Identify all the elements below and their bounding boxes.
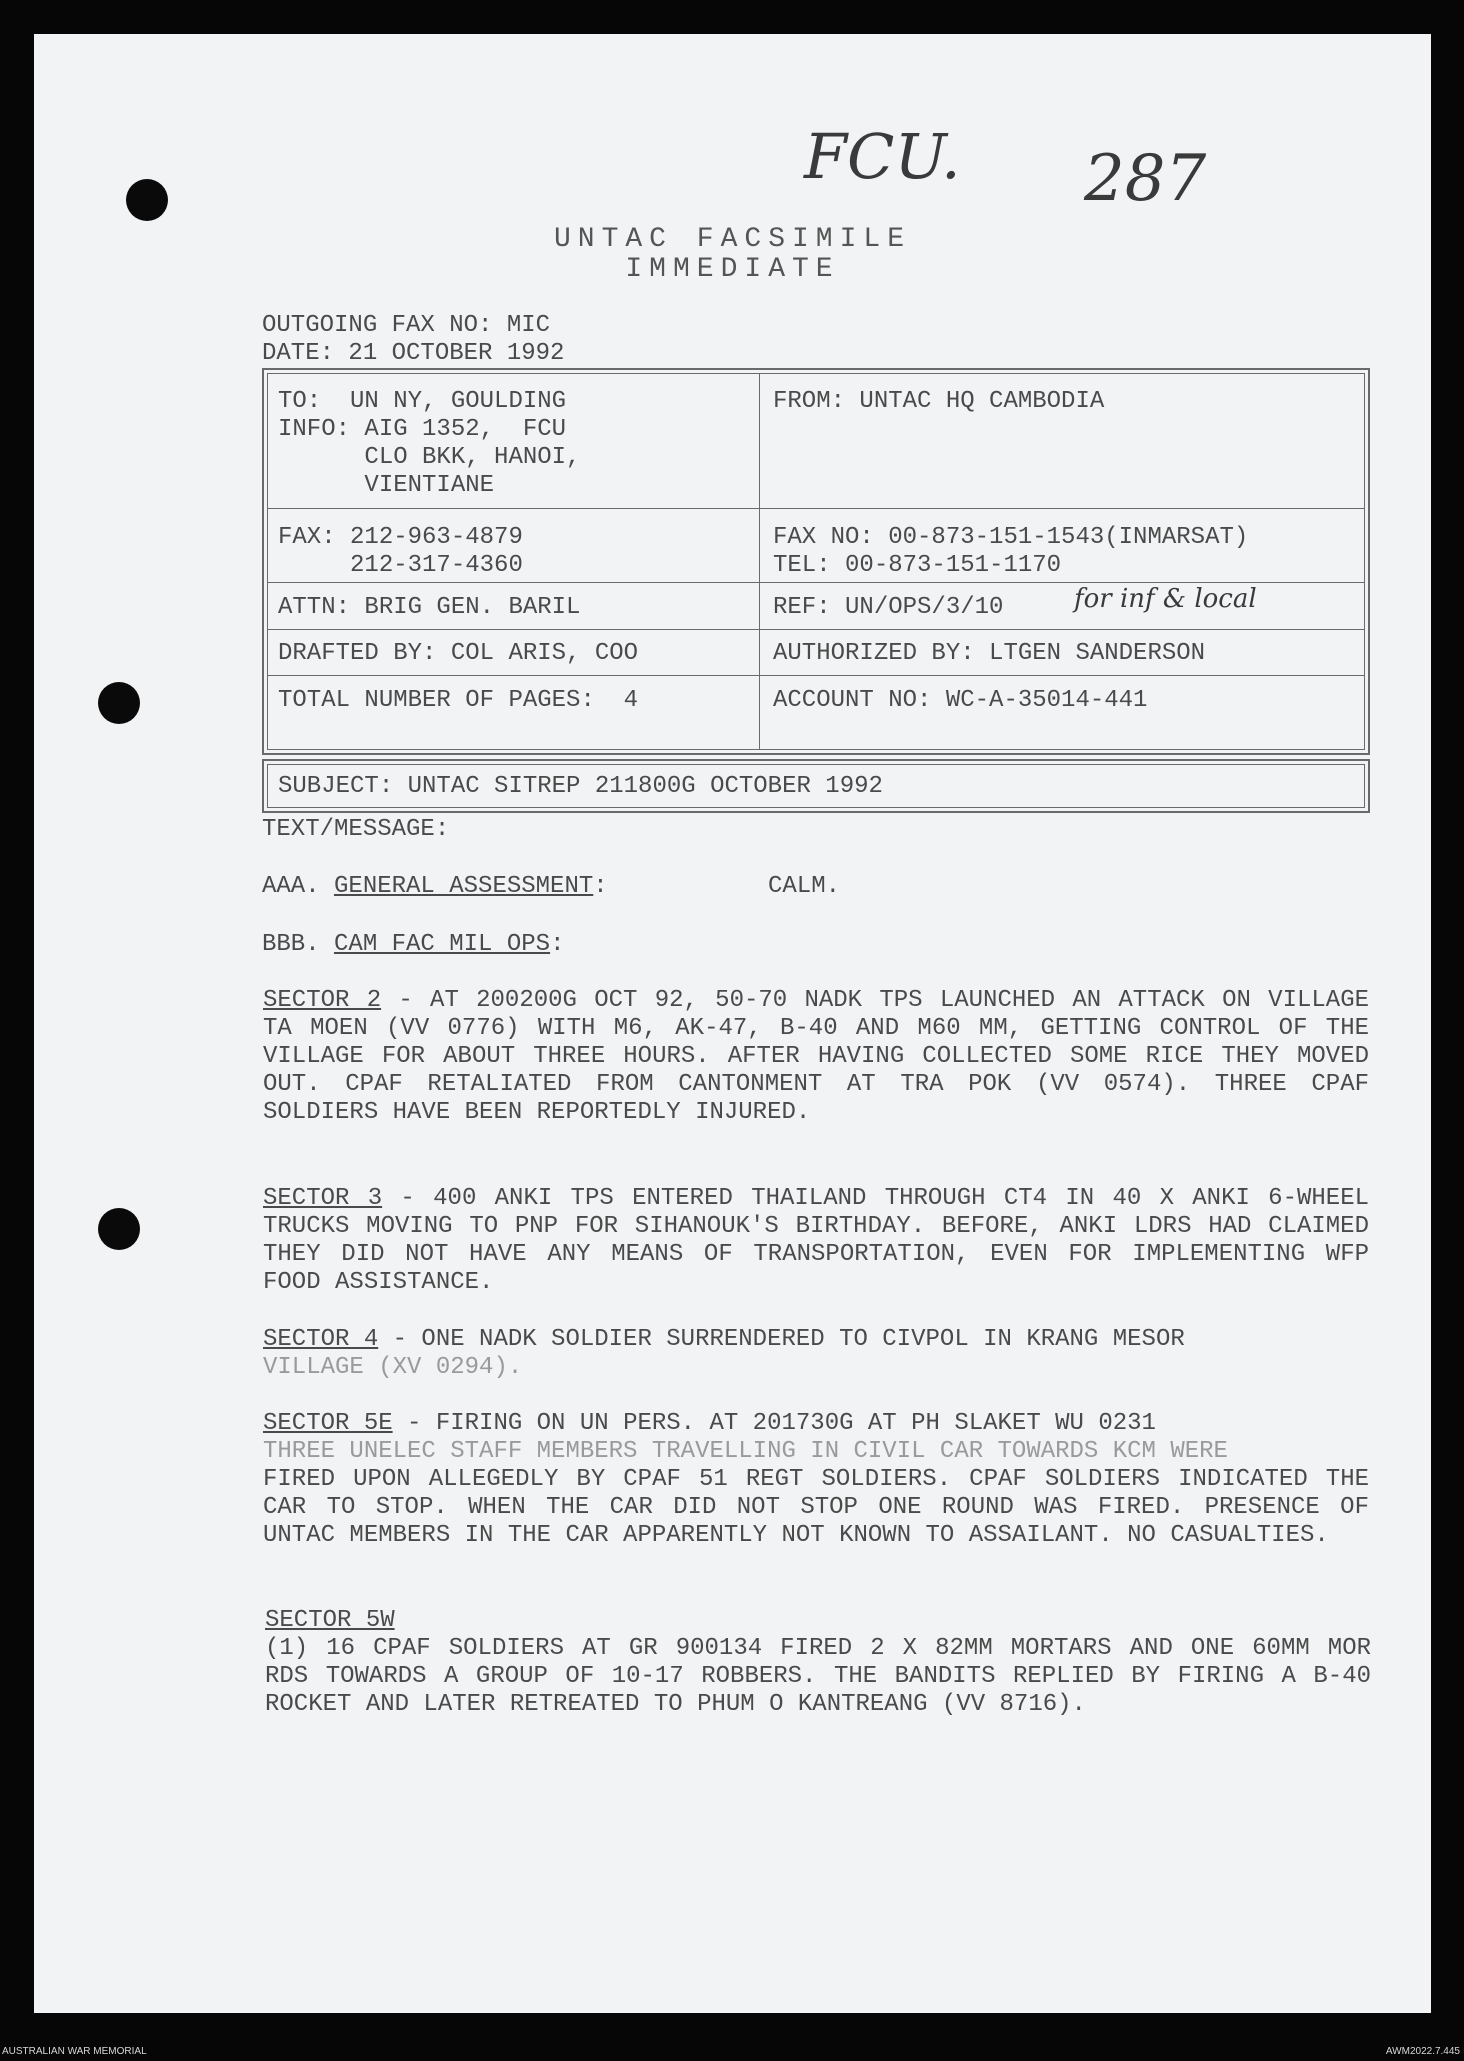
sector-5e-paragraph-3: FIRED UPON ALLEGEDLY BY CPAF 51 REGT SOLDIERS. CPAF SOLDIERS INDICATED THE CAR TO STOP. WHEN THE CAR DID NOT STOP ONE ROUND WAS FIRED. PRESENCE OF UNTAC MEMBERS IN THE CAR APPARENTLY NOT KNOWN TO ASSAILANT. NO CASUALTIES. bbox=[263, 1466, 1369, 1549]
sector-2-paragraph: SECTOR 2 - AT 200200G OCT 92, 50-70 NADK TPS LAUNCHED AN ATTACK ON VILLAGE TA MOEN (VV 0776) WITH M6, AK-47, B-40 AND M60 MM, GETTING CONTROL OF THE VILLAGE FOR ABOUT THREE HOURS. AFTER HAVING COLLECTED SOME RICE THEY MOVED OUT. CPAF RETALIATED FROM CANTONMENT AT TRA POK (VV 0574). THREE CPAF SOLDIERS HAVE BEEN REPORTEDLY INJURED. bbox=[263, 987, 1369, 1126]
attention: ATTN: BRIG GEN. BARIL bbox=[278, 594, 581, 621]
sector-4-label: SECTOR 4 bbox=[263, 1326, 379, 1353]
fax-priority: IMMEDIATE bbox=[625, 254, 840, 285]
aaa-general-assessment: AAA. GENERAL ASSESSMENT: bbox=[262, 873, 608, 900]
recipient-fax-2: 212-317-4360 bbox=[278, 552, 523, 579]
fax-page bbox=[34, 34, 1431, 2013]
sector-4-paragraph: SECTOR 4 - ONE NADK SOLDIER SURRENDERED TO CIVPOL IN KRANG MESOR bbox=[263, 1326, 1185, 1353]
total-pages: TOTAL NUMBER OF PAGES: 4 bbox=[278, 687, 639, 714]
sector-3-label: SECTOR 3 bbox=[263, 1185, 383, 1212]
sender-tel: TEL: 00-873-151-1170 bbox=[773, 552, 1062, 579]
sector-5e-paragraph-2: THREE UNELEC STAFF MEMBERS TRAVELLING IN CIVIL CAR TOWARDS KCM WERE bbox=[263, 1438, 1228, 1465]
aaa-heading: GENERAL ASSESSMENT bbox=[334, 873, 594, 900]
subject-line: SUBJECT: UNTAC SITREP 211800G OCTOBER 1992 bbox=[278, 773, 883, 800]
text-message-label: TEXT/MESSAGE: bbox=[262, 816, 450, 843]
sector-5e-paragraph: SECTOR 5E - FIRING ON UN PERS. AT 201730G AT PH SLAKET WU 0231 bbox=[263, 1410, 1156, 1437]
drafted-by: DRAFTED BY: COL ARIS, COO bbox=[278, 640, 639, 667]
from-sender: FROM: UNTAC HQ CAMBODIA bbox=[773, 388, 1105, 415]
reference: REF: UN/OPS/3/10 bbox=[773, 594, 1004, 621]
account-no: ACCOUNT NO: WC-A-35014-441 bbox=[773, 687, 1148, 714]
fax-title: UNTAC FACSIMILE bbox=[553, 224, 912, 255]
sender-fax-no: FAX NO: 00-873-151-1543(INMARSAT) bbox=[773, 524, 1249, 551]
bbb-heading: CAM FAC MIL OPS bbox=[334, 931, 551, 958]
handwritten-fcu: FCU. bbox=[804, 120, 961, 193]
bbb-cam-fac-mil-ops: BBB. CAM FAC MIL OPS: bbox=[262, 931, 565, 958]
sector-3-paragraph: SECTOR 3 - 400 ANKI TPS ENTERED THAILAND THROUGH CT4 IN 40 X ANKI 6-WHEEL TRUCKS MOVING TO PNP FOR SIHANOUK'S BIRTHDAY. BEFORE, ANKI LDRS HAD CLAIMED THEY DID NOT HAVE ANY MEANS OF TRANSPORTATION, EVEN FOR IMPLEMENTING WFP FOOD ASSISTANCE. bbox=[263, 1185, 1370, 1296]
sector-2-label: SECTOR 2 bbox=[263, 987, 382, 1014]
handwritten-ref-note: for inf & local bbox=[1074, 584, 1257, 614]
info-recipients: INFO: AIG 1352, FCU bbox=[278, 416, 567, 443]
aaa-value: CALM. bbox=[768, 873, 841, 900]
footer-archive-id: AWM2022.7.445 bbox=[1385, 2046, 1460, 2057]
subject-box bbox=[262, 759, 1370, 813]
outgoing-fax-no: OUTGOING FAX NO: MIC bbox=[262, 312, 551, 339]
sector-5w-label: SECTOR 5W bbox=[265, 1607, 395, 1634]
handwritten-page-mark: 287 bbox=[1084, 142, 1207, 216]
recipient-fax: FAX: 212-963-4879 bbox=[278, 524, 523, 551]
fax-date: DATE: 21 OCTOBER 1992 bbox=[262, 340, 565, 367]
info-recipients-2: CLO BKK, HANOI, bbox=[278, 444, 581, 471]
sector-4-paragraph-2: VILLAGE (XV 0294). bbox=[263, 1354, 523, 1381]
punch-hole-2 bbox=[98, 682, 140, 724]
routing-table bbox=[262, 368, 1370, 755]
sector-5w-paragraph: (1) 16 CPAF SOLDIERS AT GR 900134 FIRED 2 X 82MM MORTARS AND ONE 60MM MOR RDS TOWARDS A GROUP OF 10-17 ROBBERS. THE BANDITS REPLIED BY FIRING A B-40 ROCKET AND LATER RETREATED TO PHUM O KANTREANG (VV 8716). bbox=[265, 1635, 1371, 1718]
punch-hole-1 bbox=[126, 179, 168, 221]
info-recipients-3: VIENTIANE bbox=[278, 472, 495, 499]
to-recipient: TO: UN NY, GOULDING bbox=[278, 388, 567, 415]
authorized-by: AUTHORIZED BY: LTGEN SANDERSON bbox=[773, 640, 1206, 667]
sector-5e-label: SECTOR 5E bbox=[263, 1410, 393, 1437]
punch-hole-3 bbox=[98, 1208, 140, 1250]
footer-archive-name: AUSTRALIAN WAR MEMORIAL bbox=[2, 2046, 147, 2057]
